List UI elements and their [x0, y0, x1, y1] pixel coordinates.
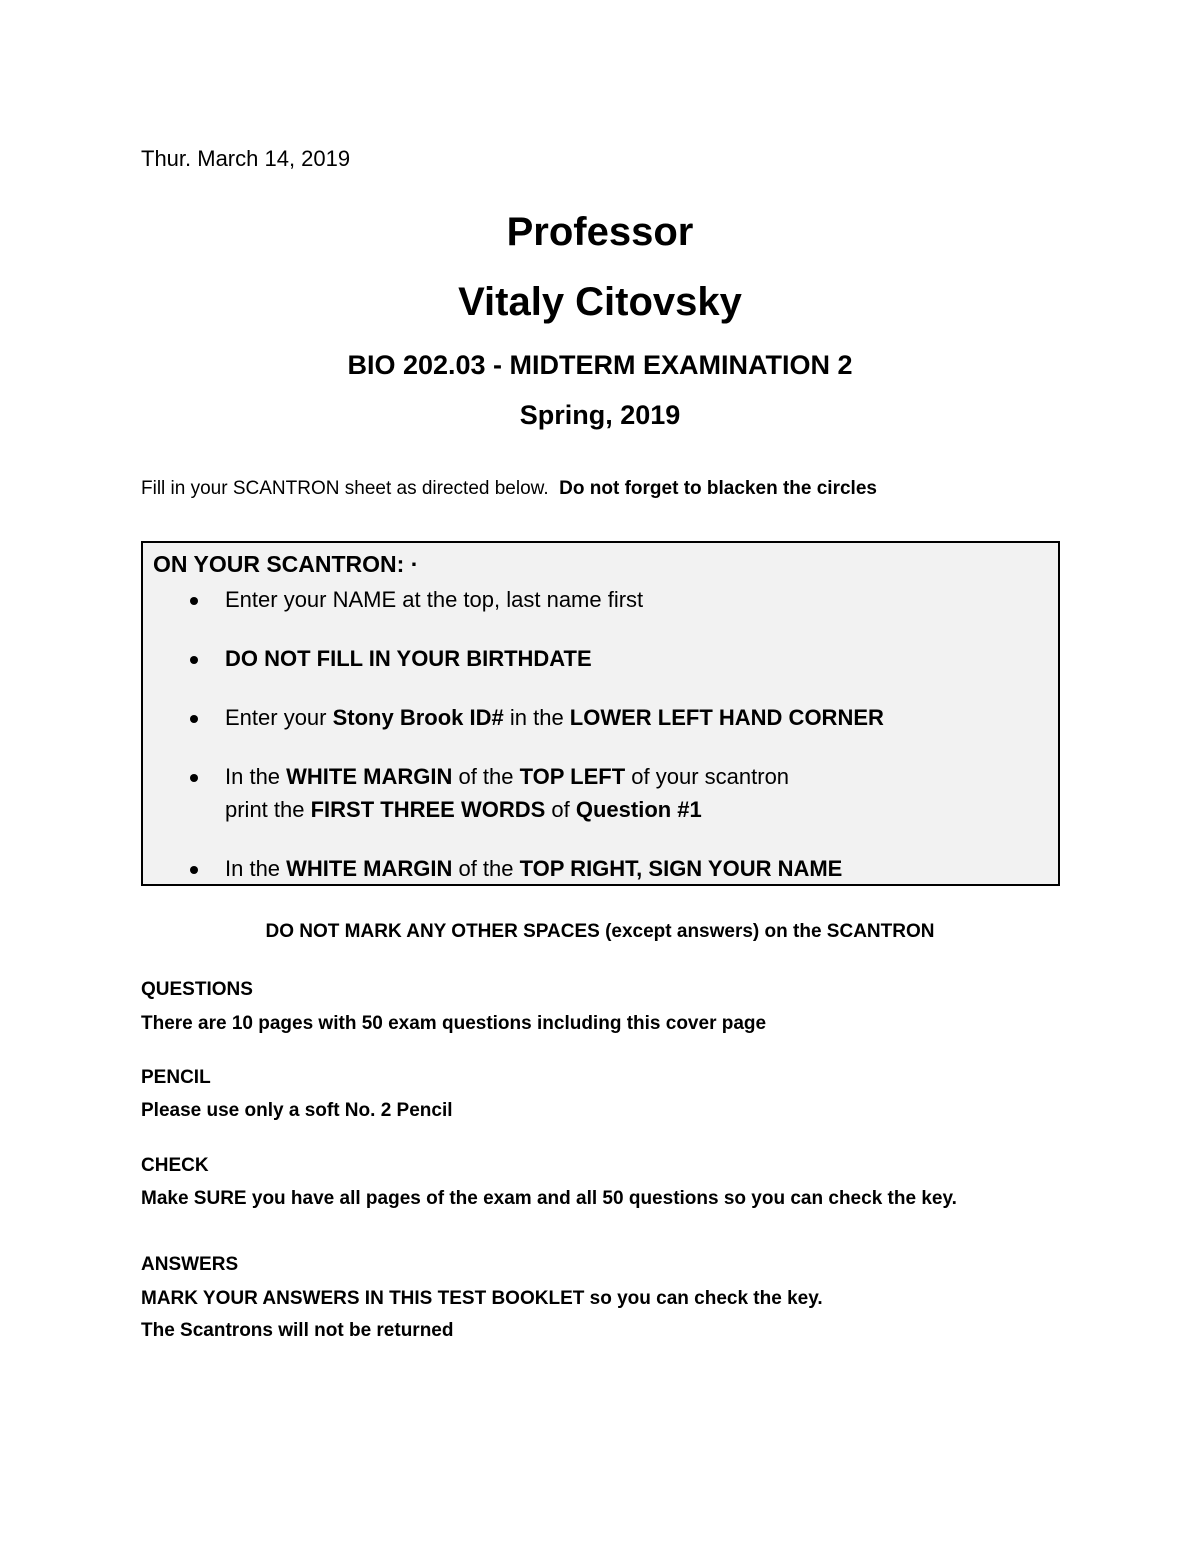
bullet-icon — [190, 597, 198, 605]
answers-heading: ANSWERS — [141, 1254, 239, 1275]
scantron-heading: ON YOUR SCANTRON: · — [153, 551, 419, 577]
fill-instructions-plain: Fill in your SCANTRON sheet as directed below. — [141, 478, 549, 499]
bullet-icon — [190, 715, 198, 723]
questions-heading: QUESTIONS — [141, 979, 253, 1000]
pencil-heading: PENCIL — [141, 1067, 211, 1088]
item5-bold-2: TOP RIGHT, SIGN YOUR NAME — [519, 856, 843, 881]
exam-date: Thur. March 14, 2019 — [141, 146, 351, 171]
item4-bold-3: FIRST THREE WORDS — [310, 797, 546, 822]
course-title: BIO 202.03 - MIDTERM EXAMINATION 2 — [347, 350, 853, 380]
scantron-item-top-left-line2 — [225, 793, 702, 826]
item4-bold-1: WHITE MARGIN — [286, 764, 453, 789]
check-heading: CHECK — [141, 1155, 209, 1176]
item5-bold-1: WHITE MARGIN — [286, 856, 453, 881]
item4-text-2: of the — [452, 764, 520, 789]
check-text: Make SURE you have all pages of the exam and all 50 questions so you can check the key. — [141, 1188, 957, 1209]
bullet-icon — [190, 656, 198, 664]
professor-name: Vitaly Citovsky — [458, 280, 742, 324]
item3-text-1: Enter your — [225, 705, 333, 730]
item5-text-2: of the — [452, 856, 520, 881]
exam-term: Spring, 2019 — [519, 400, 681, 430]
bullet-icon — [190, 866, 198, 874]
item3-text-2: in the — [503, 705, 570, 730]
scantron-item-top-left-line1 — [225, 760, 789, 793]
do-not-mark-note: DO NOT MARK ANY OTHER SPACES (except answers) on the SCANTRON — [265, 921, 935, 942]
item3-bold-2: LOWER LEFT HAND CORNER — [569, 705, 884, 730]
fill-instructions — [141, 478, 877, 500]
item4-text-5: of — [545, 797, 576, 822]
bullet-icon — [190, 774, 198, 782]
fill-instructions-bold: Do not forget to blacken the circles — [559, 478, 877, 499]
item4-bold-2: TOP LEFT — [519, 764, 626, 789]
item4-text-3: of your scantron — [625, 764, 790, 789]
professor-title: Professor — [506, 210, 694, 254]
item3-bold-1: Stony Brook ID# — [332, 705, 504, 730]
answers-text-1: MARK YOUR ANSWERS IN THIS TEST BOOKLET so you can check the key. — [141, 1288, 823, 1309]
scantron-item-id — [225, 701, 884, 734]
answers-text-2: The Scantrons will not be returned — [141, 1320, 454, 1341]
item4-text-4: print the — [225, 797, 311, 822]
scantron-item-name: Enter your NAME at the top, last name first — [225, 587, 644, 612]
item4-bold-4: Question #1 — [575, 797, 702, 822]
item4-text-1: In the — [225, 764, 287, 789]
scantron-instructions-box — [141, 541, 1060, 886]
scantron-item-birthdate: DO NOT FILL IN YOUR BIRTHDATE — [225, 646, 592, 671]
pencil-text: Please use only a soft No. 2 Pencil — [141, 1100, 453, 1121]
questions-text: There are 10 pages with 50 exam questions including this cover page — [141, 1013, 767, 1034]
item5-text-1: In the — [225, 856, 287, 881]
scantron-item-top-right — [225, 852, 842, 885]
